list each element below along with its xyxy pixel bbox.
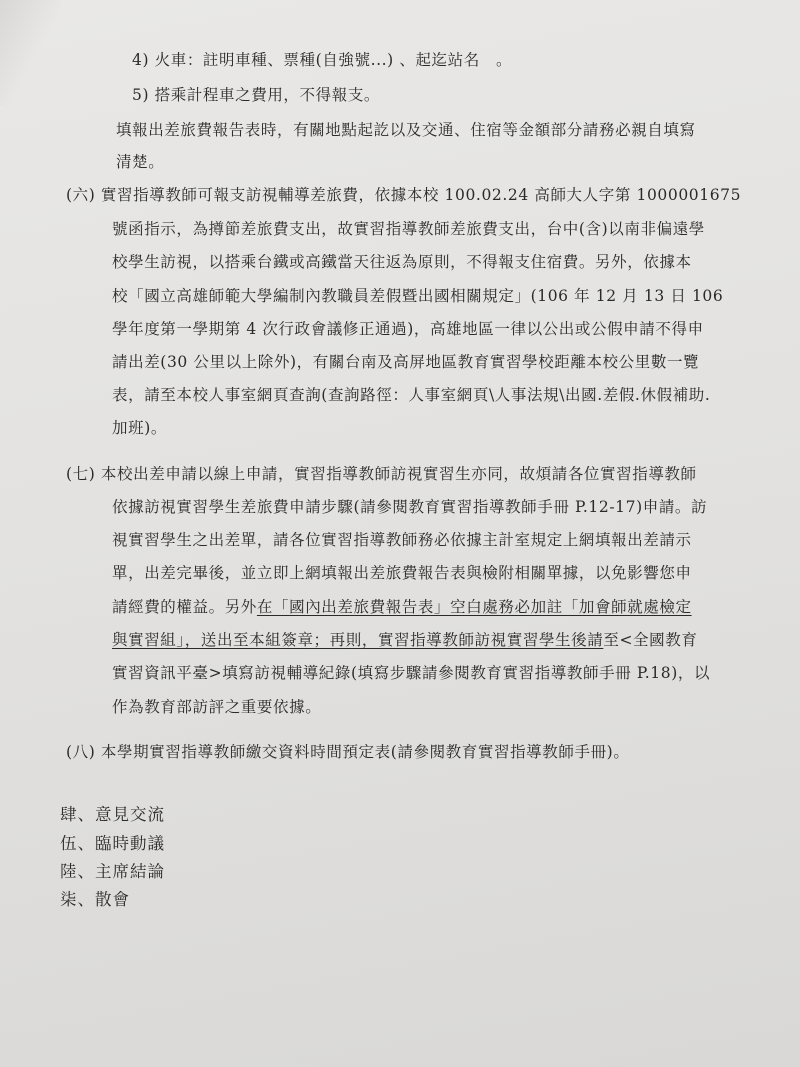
para-7-line-8: 作為教育部訪評之重要依據。 (112, 698, 322, 716)
para-6-line-7: 表，請至本校人事室網頁查詢(查詢路徑：人事室網頁\人事法規\出國.差假.休假補助. (112, 386, 711, 404)
para-8-line-1: (八) 本學期實習指導教師繳交資料時間預定表(請參閱教育實習指導教師手冊)。 (66, 743, 630, 761)
para-7-line-3: 視實習學生之出差單，請各位實習指導教師務必依據主計室規定上網填報出差請示 (112, 531, 692, 549)
para-7-line-2: 依據訪視實習學生差旅費申請步驟(請參閱教育實習指導教師手冊 P.12-17)申請。訪 (112, 498, 708, 516)
item-5-taxi: 5) 搭乘計程車之費用，不得報支。 (132, 86, 381, 104)
para-6-line-5: 學年度第一學期第 4 次行政會議修正通過)，高雄地區一律以公出或公假申請不得申 (112, 320, 704, 338)
para-7-line-5-plain: 請經費的權益。另外 (112, 598, 257, 616)
page-fold-shadow (0, 0, 64, 109)
section-adjourn: 柒、散會 (60, 890, 130, 909)
para-7-line-6 (112, 630, 697, 650)
para-6-line-8: 加班)。 (112, 419, 167, 437)
para-7-line-4: 單，出差完畢後，並立即上網填報出差旅費報告表與檢附相關單據，以免影響您申 (112, 564, 692, 582)
section-conclusion: 陸、主席結論 (60, 862, 165, 881)
para-6-line-3: 校學生訪視，以搭乘台鐵或高鐵當天往返為原則，不得報支住宿費。另外，依據本 (112, 253, 692, 271)
para-6-line-1: (六) 實習指導教師可報支訪視輔導差旅費，依據本校 100.02.24 高師大人字第 1000001675 (66, 186, 742, 204)
section-discussion: 肆、意見交流 (60, 805, 165, 824)
para-7-line-5-underlined: 在「國內出差旅費報告表」空白處務必加註「加會師就處檢定 (256, 598, 692, 616)
note-line-2: 清楚。 (116, 153, 165, 171)
para-6-line-6: 請出差(30 公里以上除外)，有關台南及高屏地區教育實習學校距離本校公里數一覽 (112, 353, 700, 371)
note-line-1: 填報出差旅費報告表時，有關地點起訖以及交通、住宿等金額部分請務必親自填寫 (116, 121, 696, 139)
para-6-line-4: 校「國立高雄師範大學編制內教職員差假暨出國相關規定」(106 年 12 月 13 日 106 (112, 287, 724, 305)
para-7-line-1: (七) 本校出差申請以線上申請，實習指導教師訪視實習生亦同，故煩請各位實習指導教師 (66, 465, 697, 483)
item-4-train: 4) 火車：註明車種、票種(自強號...) 、起迄站名 。 (132, 51, 513, 69)
section-motions: 伍、臨時動議 (60, 834, 165, 853)
para-7-line-5 (112, 597, 692, 617)
para-7-line-6-underlined: 與實習組」，送出至本組簽章；再則，實習指導教師訪視實習學生後請 (112, 631, 604, 649)
para-7-line-6-plain: 至<全國教育 (603, 631, 698, 649)
para-7-line-7: 實習資訊平臺>填寫訪視輔導紀錄(填寫步驟請參閱教育實習指導教師手冊 P.18)，以 (112, 664, 711, 682)
para-6-line-2: 號函指示，為撙節差旅費支出，故實習指導教師差旅費支出，台中(含)以南非偏遠學 (112, 220, 705, 238)
